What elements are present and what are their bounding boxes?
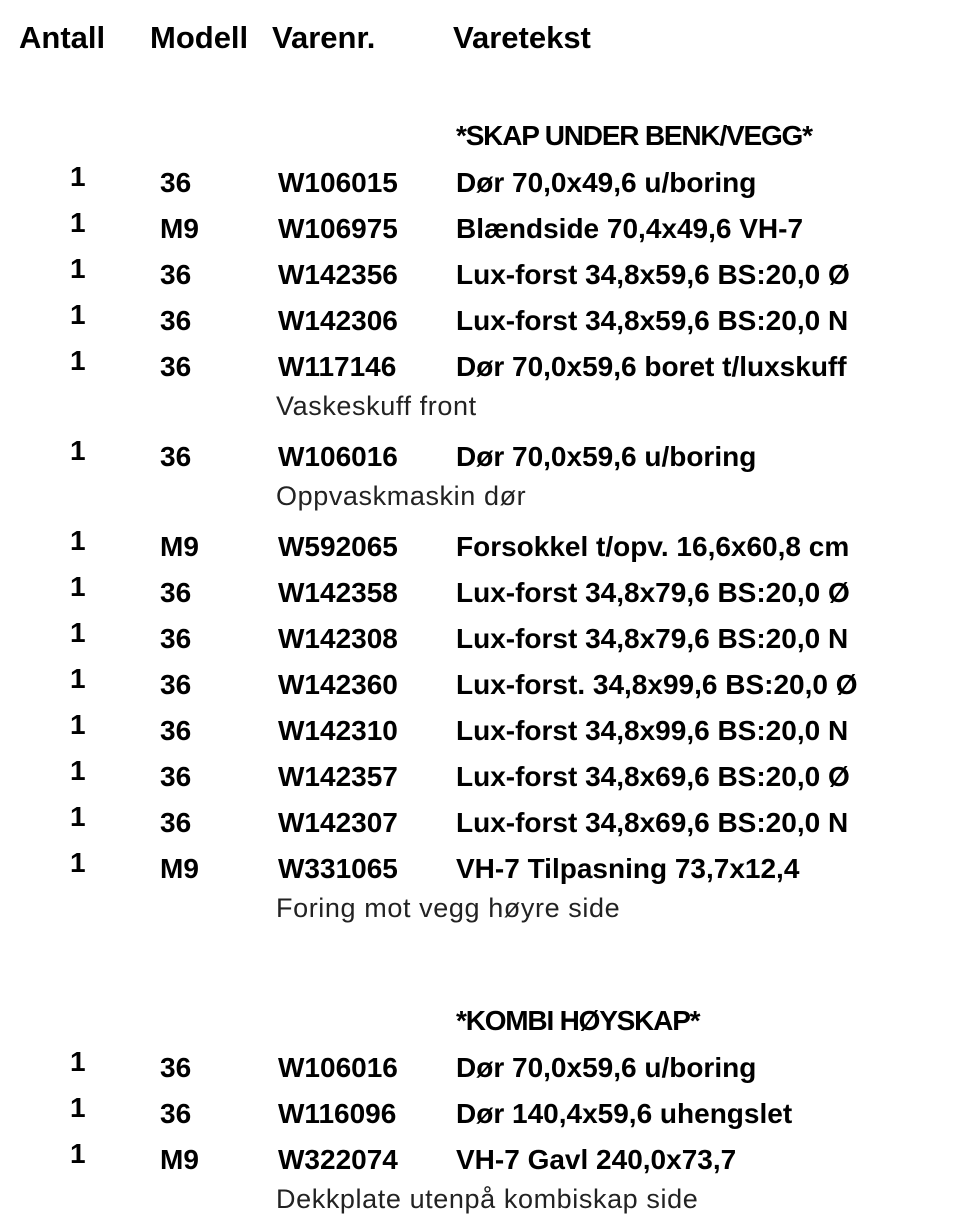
order-row bbox=[0, 299, 960, 348]
row-model: 36 bbox=[160, 305, 192, 336]
row-item-text: VH-7 Tilpasning 73,7x12,4 bbox=[456, 853, 800, 884]
row-qty: 1 bbox=[70, 847, 86, 878]
row-item-number: W142360 bbox=[278, 669, 398, 700]
row-model: 36 bbox=[160, 441, 192, 472]
row-item-number: W592065 bbox=[278, 531, 398, 562]
row-model: M9 bbox=[160, 531, 199, 562]
order-row bbox=[0, 617, 960, 666]
header-qty: Antall bbox=[19, 20, 106, 55]
row-item-number: W106016 bbox=[278, 441, 398, 472]
row-item-number: W142356 bbox=[278, 259, 398, 290]
row-item-number: W142358 bbox=[278, 577, 398, 608]
row-item-number: W322074 bbox=[278, 1144, 398, 1175]
row-item-number: W106975 bbox=[278, 213, 398, 244]
row-qty: 1 bbox=[70, 1092, 86, 1123]
row-item-text: Dør 70,0x59,6 boret t/luxskuff bbox=[456, 351, 847, 382]
row-qty: 1 bbox=[70, 617, 86, 648]
order-row bbox=[0, 161, 960, 210]
row-qty: 1 bbox=[70, 435, 86, 466]
section-title: *SKAP UNDER BENK/VEGG* bbox=[456, 120, 812, 151]
row-item-number: W142310 bbox=[278, 715, 398, 746]
order-row bbox=[0, 345, 960, 394]
row-qty: 1 bbox=[70, 525, 86, 556]
order-row bbox=[0, 207, 960, 256]
row-item-number: W106015 bbox=[278, 167, 398, 198]
row-item-number: W331065 bbox=[278, 853, 398, 884]
row-qty: 1 bbox=[70, 663, 86, 694]
order-row bbox=[0, 1046, 960, 1095]
row-item-text: Forsokkel t/opv. 16,6x60,8 cm bbox=[456, 531, 850, 562]
order-row bbox=[0, 571, 960, 620]
row-item-number: W117146 bbox=[278, 351, 397, 382]
row-qty: 1 bbox=[70, 1046, 86, 1077]
row-qty: 1 bbox=[70, 1138, 86, 1169]
row-item-text: Lux-forst 34,8x79,6 BS:20,0 N bbox=[456, 623, 849, 654]
order-row bbox=[0, 709, 960, 758]
row-qty: 1 bbox=[70, 299, 86, 330]
row-qty: 1 bbox=[70, 755, 86, 786]
row-item-text: Lux-forst 34,8x79,6 BS:20,0 Ø bbox=[456, 577, 850, 608]
row-model: 36 bbox=[160, 1098, 192, 1129]
order-row bbox=[0, 253, 960, 302]
row-note: Oppvaskmaskin dør bbox=[276, 481, 527, 511]
row-model: 36 bbox=[160, 577, 192, 608]
row-item-number: W142308 bbox=[278, 623, 398, 654]
row-model: 36 bbox=[160, 1052, 192, 1083]
row-note: Dekkplate utenpå kombiskap side bbox=[276, 1184, 699, 1214]
row-model: 36 bbox=[160, 715, 192, 746]
order-row bbox=[0, 525, 960, 574]
row-item-text: Dør 70,0x59,6 u/boring bbox=[456, 441, 757, 472]
row-item-text: Lux-forst. 34,8x99,6 BS:20,0 Ø bbox=[456, 669, 858, 700]
row-item-text: Lux-forst 34,8x99,6 BS:20,0 N bbox=[456, 715, 849, 746]
row-item-text: Lux-forst 34,8x59,6 BS:20,0 Ø bbox=[456, 259, 850, 290]
row-model: 36 bbox=[160, 807, 192, 838]
row-model: 36 bbox=[160, 167, 192, 198]
row-note: Foring mot vegg høyre side bbox=[276, 893, 621, 923]
row-item-number: W142357 bbox=[278, 761, 398, 792]
row-qty: 1 bbox=[70, 253, 86, 284]
row-qty: 1 bbox=[70, 345, 86, 376]
row-model: 36 bbox=[160, 761, 192, 792]
order-row bbox=[0, 1092, 960, 1141]
row-model: M9 bbox=[160, 853, 199, 884]
row-model: 36 bbox=[160, 669, 192, 700]
row-item-text: Lux-forst 34,8x69,6 BS:20,0 N bbox=[456, 807, 849, 838]
row-item-text: VH-7 Gavl 240,0x73,7 bbox=[456, 1144, 737, 1175]
row-item-text: Lux-forst 34,8x69,6 BS:20,0 Ø bbox=[456, 761, 850, 792]
row-item-number: W106016 bbox=[278, 1052, 398, 1083]
row-item-number: W116096 bbox=[278, 1098, 397, 1129]
section-title: *KOMBI HØYSKAP* bbox=[456, 1005, 700, 1036]
row-qty: 1 bbox=[70, 571, 86, 602]
order-row bbox=[0, 801, 960, 850]
row-qty: 1 bbox=[70, 161, 86, 192]
row-qty: 1 bbox=[70, 207, 86, 238]
row-qty: 1 bbox=[70, 801, 86, 832]
row-item-text: Dør 140,4x59,6 uhengslet bbox=[456, 1098, 793, 1129]
row-model: 36 bbox=[160, 259, 192, 290]
row-model: M9 bbox=[160, 1144, 199, 1175]
row-model: M9 bbox=[160, 213, 199, 244]
row-model: 36 bbox=[160, 351, 192, 382]
header-text: Varetekst bbox=[453, 20, 591, 55]
order-row bbox=[0, 663, 960, 712]
row-item-number: W142306 bbox=[278, 305, 398, 336]
header-item-no: Varenr. bbox=[272, 20, 376, 55]
header-model: Modell bbox=[150, 20, 249, 55]
row-item-text: Dør 70,0x49,6 u/boring bbox=[456, 167, 757, 198]
row-item-text: Blændside 70,4x49,6 VH-7 bbox=[456, 213, 804, 244]
order-row bbox=[0, 755, 960, 804]
row-item-number: W142307 bbox=[278, 807, 398, 838]
row-model: 36 bbox=[160, 623, 192, 654]
row-note: Vaskeskuff front bbox=[276, 391, 477, 421]
row-item-text: Lux-forst 34,8x59,6 BS:20,0 N bbox=[456, 305, 849, 336]
row-qty: 1 bbox=[70, 709, 86, 740]
row-item-text: Dør 70,0x59,6 u/boring bbox=[456, 1052, 757, 1083]
